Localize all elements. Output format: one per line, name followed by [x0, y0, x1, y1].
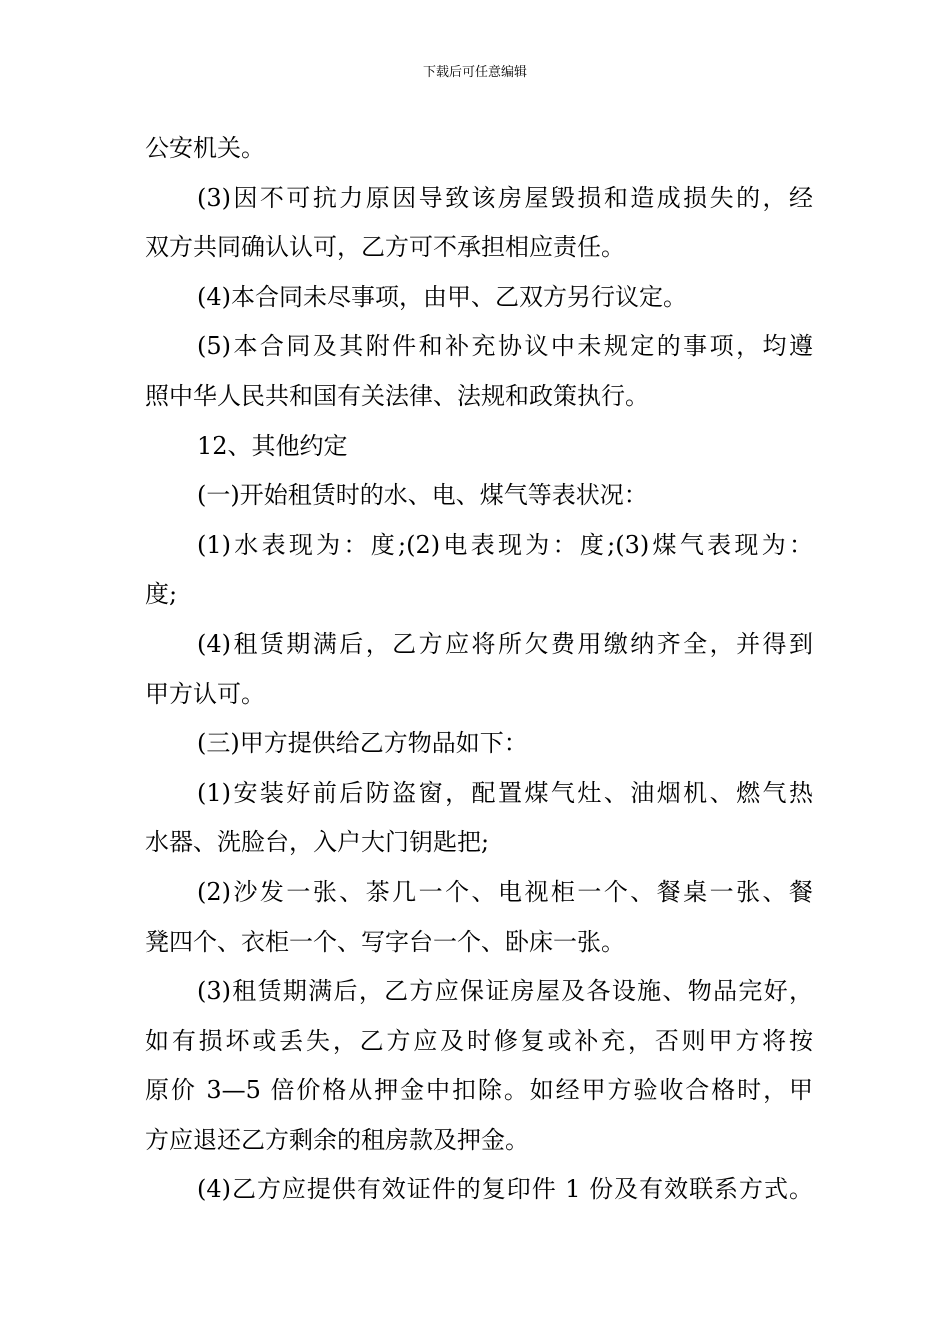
text-line: (1)安装好前后防盗窗，配置煤气灶、油烟机、燃气热: [197, 778, 813, 807]
text-line: (4)乙方应提供有效证件的复印件 1 份及有效联系方式。: [197, 1175, 813, 1204]
text-line: (2)沙发一张、茶几一个、电视柜一个、餐桌一张、餐: [197, 877, 813, 906]
text-line: 双方共同确认认可，乙方可不承担相应责任。: [145, 233, 625, 262]
text-line: (三)甲方提供给乙方物品如下：: [197, 729, 528, 758]
text-line: 甲方认可。: [145, 679, 265, 708]
document-body: [145, 124, 813, 1215]
text-line: (3)因不可抗力原因导致该房屋毁损和造成损失的，经: [197, 183, 813, 212]
text-line: (5)本合同及其附件和补充协议中未规定的事项，均遵: [197, 332, 813, 361]
text-line: (4)租赁期满后，乙方应将所欠费用缴纳齐全，并得到: [197, 629, 813, 658]
text-line: (1)水表现为：度;(2)电表现为：度;(3)煤气表现为：: [197, 530, 813, 559]
text-line: 如有损坏或丢失，乙方应及时修复或补充，否则甲方将按: [145, 1026, 813, 1055]
text-line: 度;: [145, 580, 178, 609]
text-line: (3)租赁期满后，乙方应保证房屋及各设施、物品完好，: [197, 977, 813, 1006]
text-line: 公安机关。: [145, 134, 265, 162]
text-line: 方应退还乙方剩余的租房款及押金。: [145, 1125, 529, 1154]
text-line: 原价 3—5 倍价格从押金中扣除。如经甲方验收合格时，甲: [145, 1076, 813, 1105]
page-header: 下载后可任意编辑: [422, 65, 527, 80]
text-line: 照中华人民共和国有关法律、法规和政策执行。: [145, 381, 649, 410]
text-line: 12、其他约定: [197, 431, 348, 460]
text-line: 水器、洗脸台，入户大门钥匙把;: [145, 828, 490, 857]
text-line: 凳四个、衣柜一个、写字台一个、卧床一张。: [145, 927, 625, 956]
text-line: (4)本合同未尽事项，由甲、乙双方另行议定。: [197, 282, 687, 311]
text-line: (一)开始租赁时的水、电、煤气等表状况：: [197, 481, 648, 510]
